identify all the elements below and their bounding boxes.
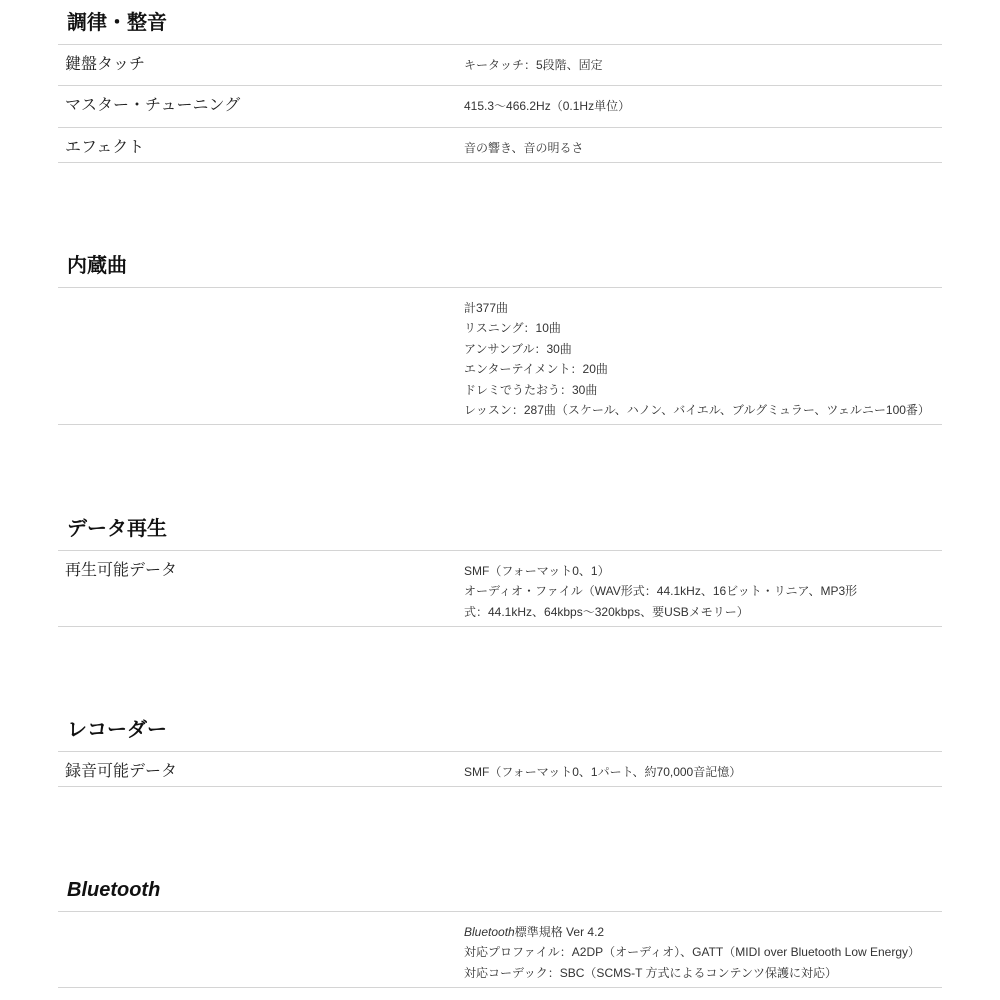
row-label-empty: [58, 298, 464, 420]
spec-section-tuning: [58, 2, 942, 163]
section-title: 内蔵曲: [58, 245, 942, 288]
row-value-line: ドレミでうたおう：30曲: [464, 382, 598, 397]
row-value-line: 計377曲: [464, 301, 509, 315]
row-label: マスター・チューニング: [65, 97, 241, 115]
row-value-line: エンターテイメント：20曲: [464, 362, 608, 377]
row-label: 再生可能データ: [65, 562, 178, 579]
row-label-empty: [58, 922, 464, 983]
spec-row-effect: [58, 128, 942, 163]
row-value-line: SMF（フォーマット0、1パート、約70,000音記憶）: [464, 765, 742, 779]
section-title: Bluetooth: [58, 869, 942, 912]
row-values: [464, 298, 942, 420]
row-value-line: 対応プロファイル：A2DP（オーディオ）、GATT（MIDI over Bluetooth Low Energy）: [464, 945, 921, 960]
spec-row-song-list: [58, 288, 942, 425]
row-value-line: オーディオ・ファイル（WAV形式：44.1kHz、16ビット・リニア、MP3形: [464, 584, 858, 599]
section-title: 調律・整音: [58, 2, 942, 45]
row-value-line: キータッチ：5段階、固定: [464, 58, 603, 72]
spec-section-builtin-songs: [58, 245, 942, 425]
row-values: [464, 922, 942, 983]
spec-row-recordable-data: [58, 752, 942, 787]
row-value-line: アンサンブル：30曲: [464, 341, 572, 356]
row-value-line: リスニング：10曲: [464, 321, 561, 336]
row-value-line: レッスン：287曲（スケール、ハノン、バイエル、ブルグミュラー、ツェルニー100番）: [464, 402, 930, 417]
row-value-line: 415.3〜466.2Hz（0.1Hz単位）: [464, 99, 631, 114]
spec-section-recorder: [58, 709, 942, 787]
section-title: データ再生: [58, 508, 942, 551]
spec-section-data-playback: [58, 508, 942, 627]
row-values: [464, 561, 942, 622]
row-value-line: SMF（フォーマット0、1）: [464, 564, 610, 578]
row-values: [464, 55, 942, 75]
row-values: [464, 762, 942, 782]
row-label: 鍵盤タッチ: [65, 56, 146, 73]
row-value-line: 音の響き、音の明るさ: [464, 140, 584, 155]
spec-row-bluetooth-info: [58, 912, 942, 988]
spec-row-playable-data: [58, 551, 942, 627]
spec-section-bluetooth: [58, 869, 942, 988]
bluetooth-word: Bluetooth: [464, 925, 515, 939]
row-label: エフェクト: [65, 138, 145, 156]
row-value-line: 式：44.1kHz、64kbps〜320kbps、要USBメモリー）: [464, 604, 749, 619]
bluetooth-version-text: 標準規格 Ver 4.2: [514, 925, 605, 939]
row-value-line: 対応コーデック：SBC（SCMS-T 方式によるコンテンツ保護に対応）: [464, 965, 837, 980]
section-title: レコーダー: [58, 709, 942, 752]
row-value-line: [464, 922, 942, 942]
spec-row-key-touch: [58, 45, 942, 86]
spec-row-master-tuning: [58, 86, 942, 127]
row-values: [464, 138, 942, 158]
row-values: [464, 96, 942, 116]
row-label: 録音可能データ: [65, 763, 178, 780]
